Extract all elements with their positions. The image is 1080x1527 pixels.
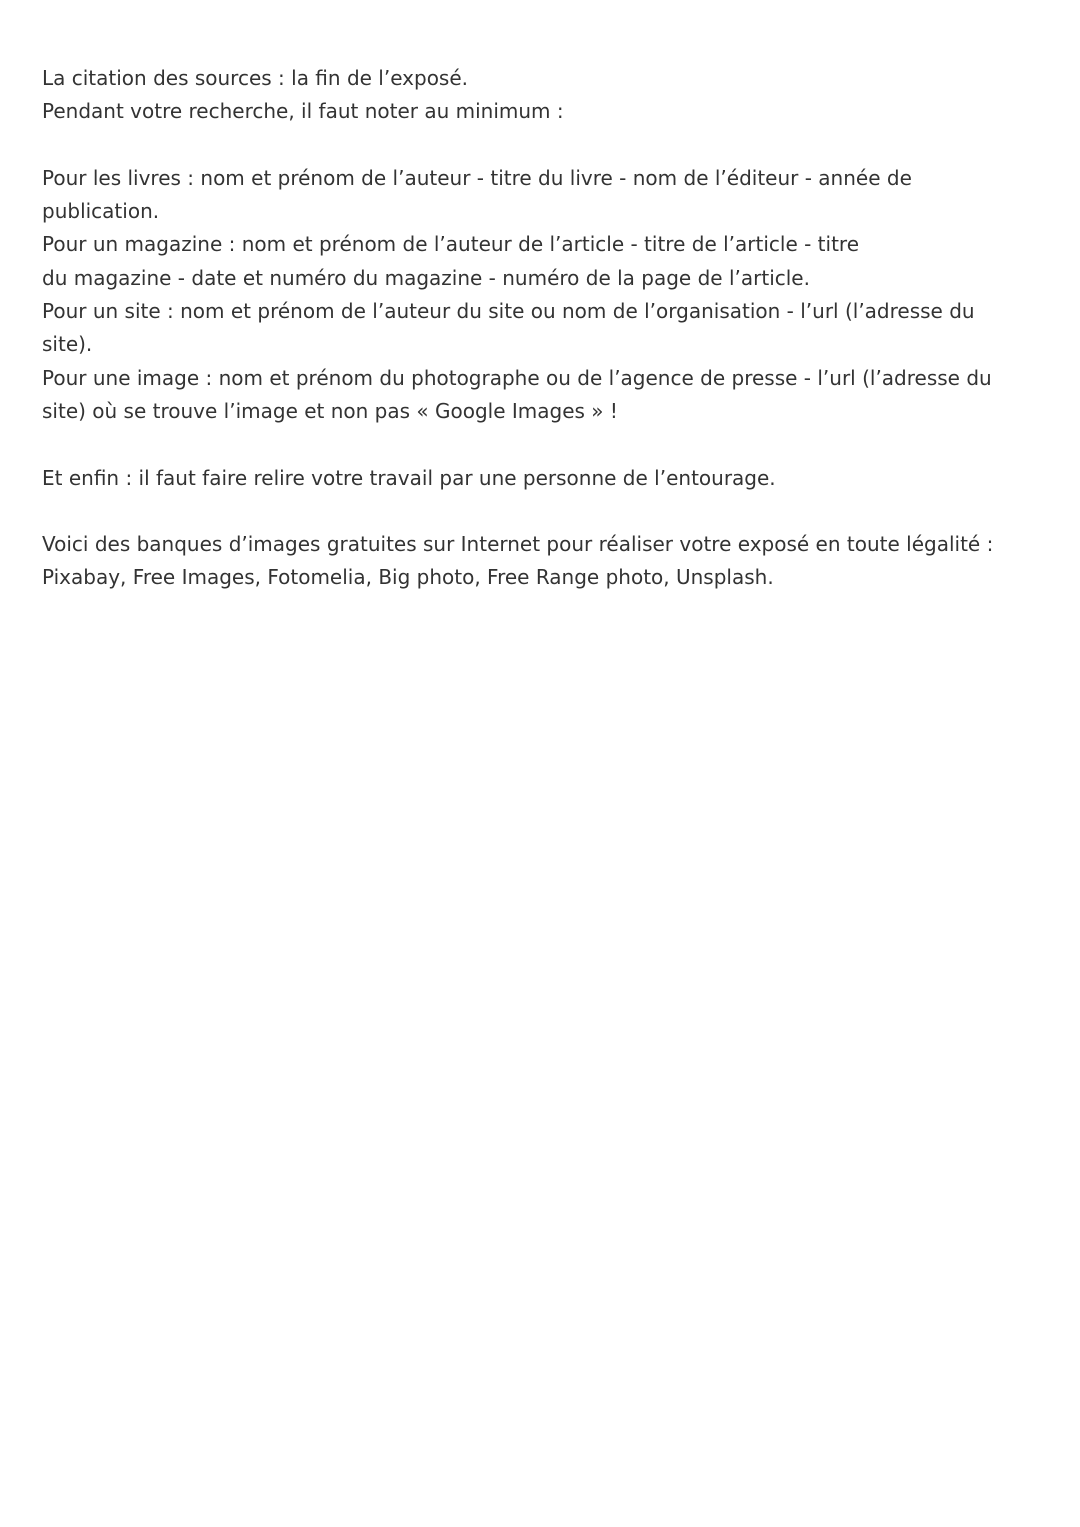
intro-line-instruction: Pendant votre recherche, il faut noter au minimum : xyxy=(42,99,564,124)
books-line-1: Pour les livres : nom et prénom de l’auteur - titre du livre - nom de l’éditeur - année de xyxy=(42,165,912,190)
image-line-1: Pour une image : nom et prénom du photographe ou de l’agence de presse - l’url (l’adresse du xyxy=(42,365,992,390)
spacer xyxy=(42,428,1032,461)
image-banks-line-2: Pixabay, Free Images, Fotomelia, Big photo, Free Range photo, Unsplash. xyxy=(42,565,774,590)
site-line-1: Pour un site : nom et prénom de l’auteur du site ou nom de l’organisation - l’url (l’adresse du xyxy=(42,299,975,324)
spacer xyxy=(42,495,1032,528)
proofreading-line: Et enfin : il faut faire relire votre travail par une personne de l’entourage. xyxy=(42,465,776,490)
proofreading-paragraph xyxy=(42,462,1032,495)
image-banks-paragraph xyxy=(42,528,1032,595)
image-banks-line-1: Voici des banques d’images gratuites sur Internet pour réaliser votre exposé en toute légalité : xyxy=(42,532,994,557)
image-line-2: site) où se trouve l’image et non pas « Google Images » ! xyxy=(42,398,618,423)
spacer xyxy=(42,129,1032,162)
books-line-2: publication. xyxy=(42,199,160,224)
intro-line-title: La citation des sources : la fin de l’exposé. xyxy=(42,66,469,90)
intro-paragraph xyxy=(42,62,1032,129)
document-page xyxy=(42,62,1032,595)
magazine-line-1: Pour un magazine : nom et prénom de l’auteur de l’article - titre de l’article - titre xyxy=(42,232,860,257)
sources-paragraph xyxy=(42,162,1032,428)
site-line-2: site). xyxy=(42,332,93,357)
magazine-line-2: du magazine - date et numéro du magazine - numéro de la page de l’article. xyxy=(42,265,810,290)
